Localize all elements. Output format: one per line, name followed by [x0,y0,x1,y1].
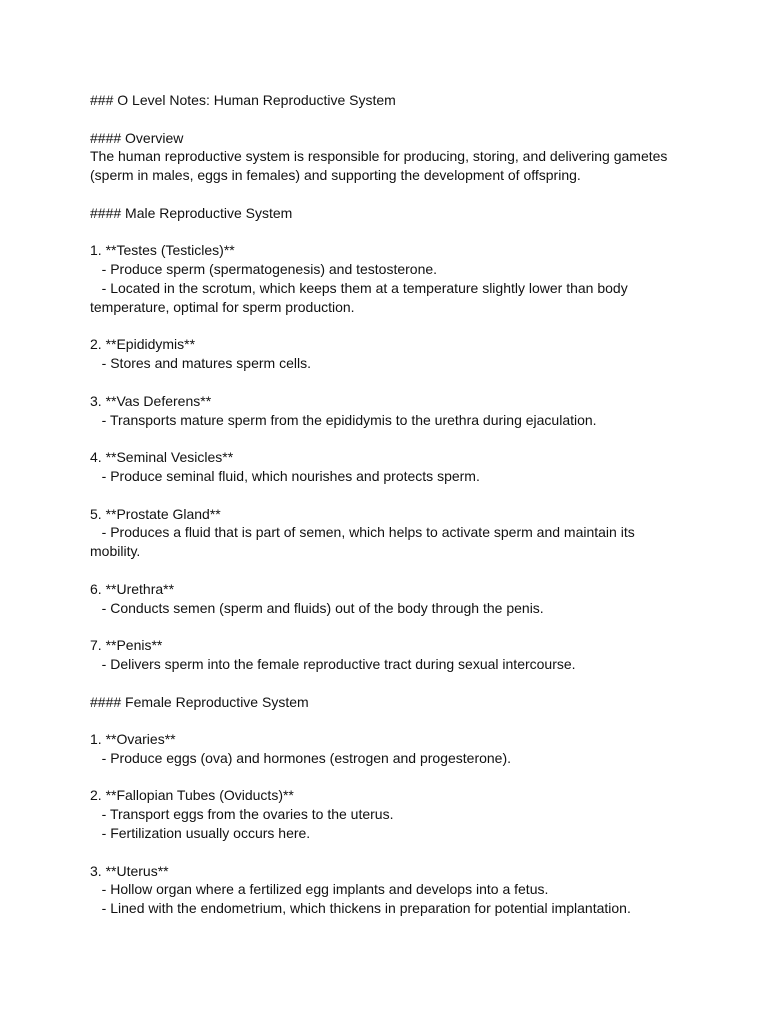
overview-heading: #### Overview [90,129,184,146]
list-item-title: 3. **Vas Deferens** [90,392,212,409]
list-item-line: - Transport eggs from the ovaries to the uterus. [90,806,394,823]
list-item-line: - Produce eggs (ova) and hormones (estrogen and progesterone). [90,749,512,766]
spacer [90,768,750,787]
spacer [90,429,750,448]
overview-text-line: (sperm in males, eggs in females) and supporting the development of offspring. [90,167,581,184]
list-item-title: 2. **Fallopian Tubes (Oviducts)** [90,787,294,804]
list-item-title: 5. **Prostate Gland** [90,505,221,522]
list-item-line: - Delivers sperm into the female reproductive tract during sexual intercourse. [90,655,576,672]
overview-text-line: The human reproductive system is responsible for producing, storing, and delivering gametes [90,148,668,165]
list-item-title: 7. **Penis** [90,637,163,654]
male-section-heading: #### Male Reproductive System [90,204,293,221]
list-item-line: temperature, optimal for sperm production. [90,298,355,315]
list-item-line: - Hollow organ where a fertilized egg implants and develops into a fetus. [90,881,549,898]
spacer [90,674,750,693]
spacer [90,110,750,129]
list-item-line: - Produce seminal fluid, which nourishes and protects sperm. [90,467,480,484]
list-item-line: - Located in the scrotum, which keeps them at a temperature slightly lower than body [90,279,628,296]
document-page [90,91,750,918]
female-section-heading: #### Female Reproductive System [90,693,309,710]
list-item-line: - Fertilization usually occurs here. [90,825,311,842]
list-item-line: - Lined with the endometrium, which thickens in preparation for potential implantation. [90,900,631,917]
list-item-title: 6. **Urethra** [90,580,175,597]
spacer [90,843,750,862]
spacer [90,711,750,730]
list-item-title: 1. **Testes (Testicles)** [90,242,235,259]
spacer [90,561,750,580]
spacer [90,373,750,392]
list-item-line: - Produces a fluid that is part of semen, which helps to activate sperm and maintain its [90,524,635,541]
spacer [90,486,750,505]
list-item-title: 1. **Ovaries** [90,731,176,748]
list-item-line: - Conducts semen (sperm and fluids) out of the body through the penis. [90,599,544,616]
spacer [90,617,750,636]
list-item-line: - Stores and matures sperm cells. [90,355,311,372]
spacer [90,223,750,242]
spacer [90,185,750,204]
list-item-line: - Transports mature sperm from the epididymis to the urethra during ejaculation. [90,411,597,428]
list-item-title: 2. **Epididymis** [90,336,196,353]
list-item-line: mobility. [90,543,141,560]
list-item-title: 3. **Uterus** [90,862,169,879]
spacer [90,317,750,336]
document-title: ### O Level Notes: Human Reproductive System [90,92,396,108]
list-item-title: 4. **Seminal Vesicles** [90,449,234,466]
list-item-line: - Produce sperm (spermatogenesis) and testosterone. [90,261,438,278]
